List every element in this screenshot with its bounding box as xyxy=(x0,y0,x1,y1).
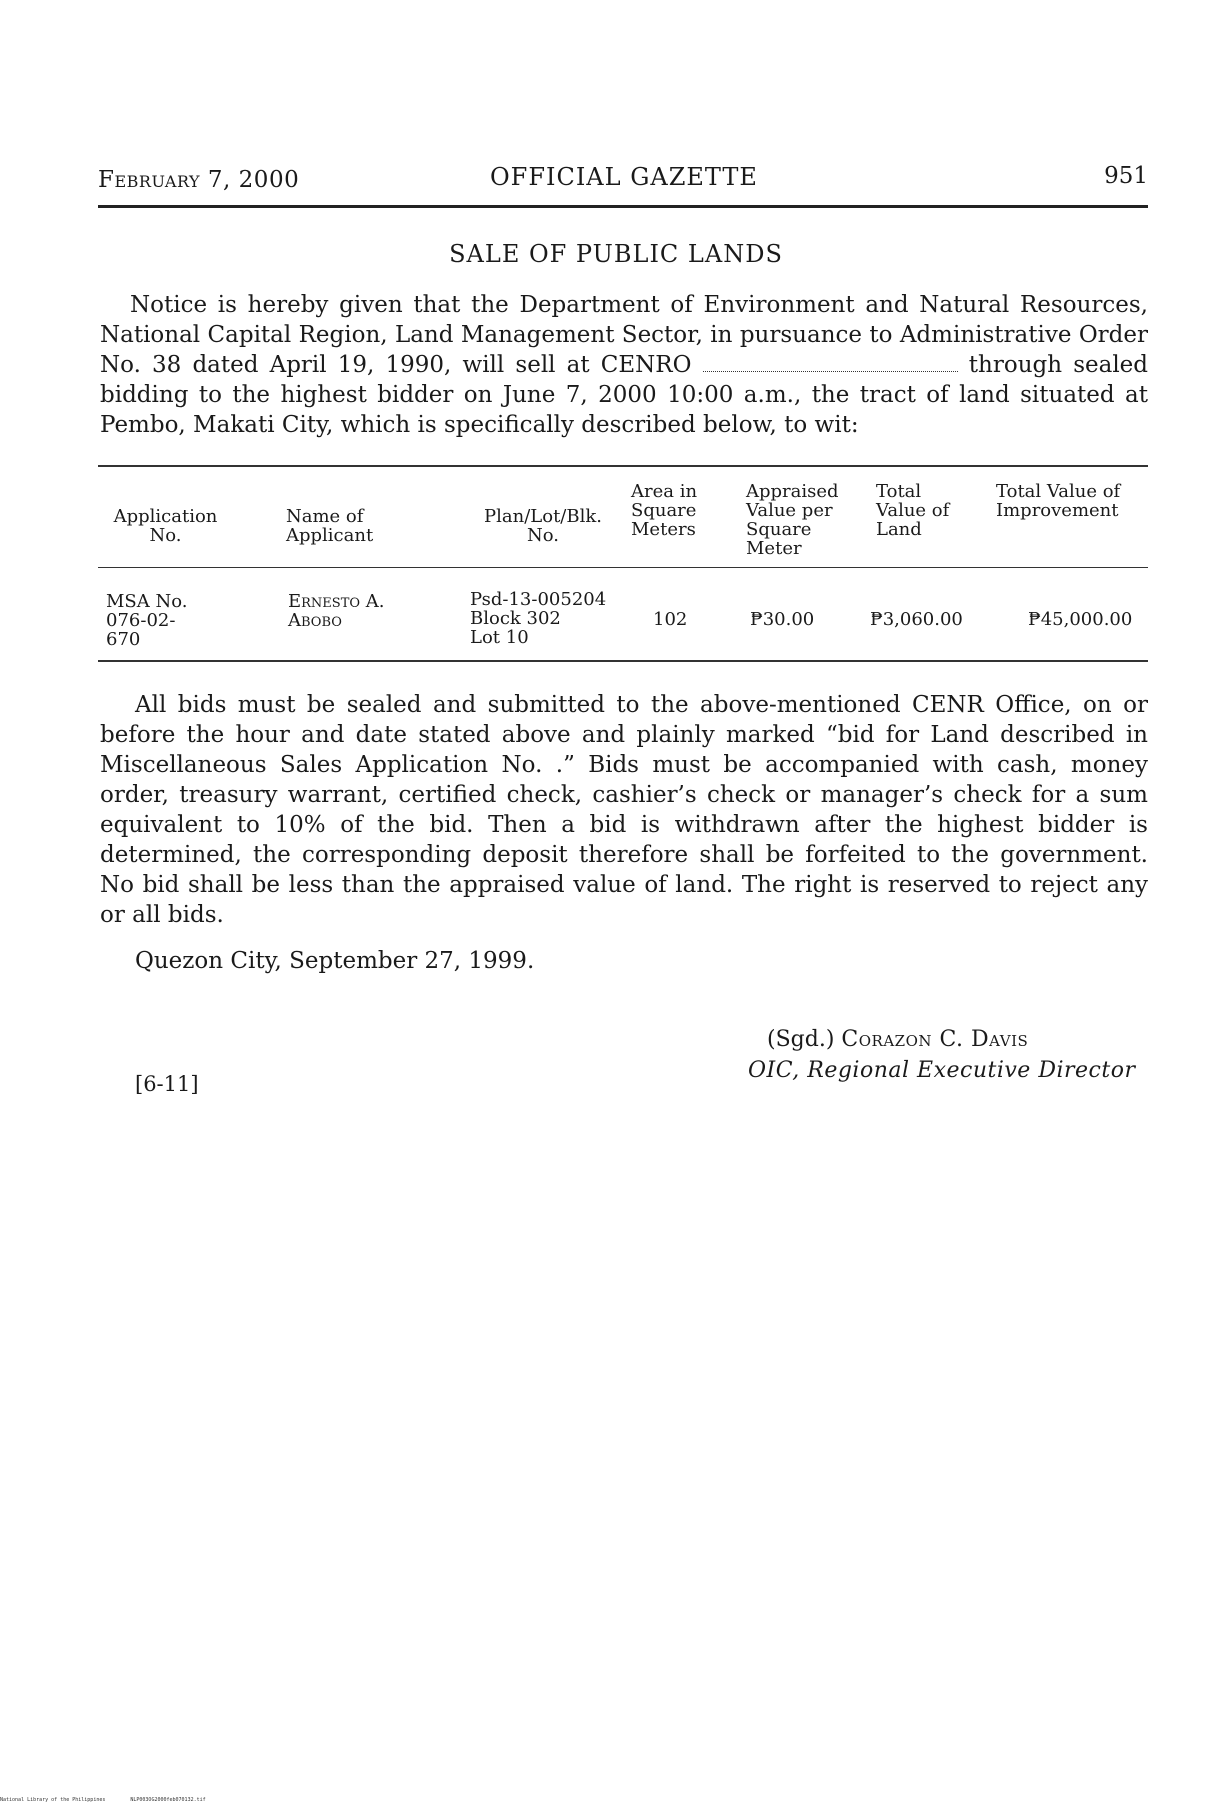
notice-title: SALE OF PUBLIC LANDS xyxy=(449,240,783,268)
scan-footer xyxy=(0,1797,228,1803)
cell-total-improvement: ₱45,000.00 xyxy=(1028,609,1133,630)
blank-line xyxy=(703,355,958,372)
applicant-line2: Abobo xyxy=(288,610,342,631)
cell-applicant xyxy=(288,592,438,630)
signature-prefix: (Sgd.) xyxy=(767,1027,835,1052)
page-header xyxy=(98,163,1148,195)
plan-line2: Block 302 xyxy=(470,608,561,629)
table-rule-bottom xyxy=(98,660,1148,662)
header-total-land: Total Value of Land xyxy=(876,481,950,540)
applicant-line1: Ernesto A. xyxy=(288,591,385,612)
issue-date: February 7, 2000 xyxy=(98,167,300,193)
cell-plan xyxy=(470,590,640,647)
plan-line3: Lot 10 xyxy=(470,627,529,648)
header-appraised: Appraised Value per Square Meter xyxy=(746,481,839,559)
reference-number: [6-11] xyxy=(135,1072,199,1096)
cell-total-land: ₱3,060.00 xyxy=(870,609,963,630)
notice-text-part1: Notice is hereby given that the Department of Environment and Natural Resources, National Capital Region, Land Management Sector, in pursuance to Administrative Order No. 38 dated April 19, 1990, will sell at CENRO xyxy=(100,292,1148,378)
notice-text-part2: through sealed bidding to the highest bidder on June 7, 2000 10:00 a.m., the tract of land situated at Pembo, Makati City, which is specifically described below, to wit: xyxy=(100,352,1149,438)
header-total-improvement: Total Value of Improvement xyxy=(996,481,1121,521)
signatory-title: OIC, Regional Executive Director xyxy=(748,1058,1136,1083)
publication-title: OFFICIAL GAZETTE xyxy=(490,163,758,191)
bid-conditions-paragraph xyxy=(100,690,1148,930)
table-row xyxy=(98,568,1148,660)
bid-conditions-text: All bids must be sealed and submitted to the above-mentioned CENR Office, on or before the hour and date stated above and plainly marked “bid for Land described in Miscellaneous Sales Application No. .” Bids must be accompanied with cash, money order, treasury warrant, certified check, cashier’s check or manager’s check for a sum equivalent to 10% of the bid. Then a bid is withdrawn after the highest bidder is determined, the corresponding deposit therefore shall be forfeited to the government. No bid shall be less than the appraised value of land. The right is reserved to reject any or all bids. xyxy=(100,692,1148,928)
table-header xyxy=(98,467,1148,567)
application-no-line1: MSA No. xyxy=(106,591,188,612)
cell-application-no xyxy=(106,592,206,649)
page-number: 951 xyxy=(1104,163,1148,189)
cell-appraised: ₱30.00 xyxy=(750,609,815,630)
signatory-name: Corazon C. Davis xyxy=(841,1027,1029,1052)
header-rule xyxy=(98,205,1148,208)
signature-line xyxy=(767,1027,1028,1052)
header-application-no: Application No. xyxy=(113,506,218,546)
header-area: Area in Square Meters xyxy=(631,481,698,540)
land-table xyxy=(98,465,1148,662)
footer-library: National Library of the Philippines xyxy=(0,1797,106,1803)
plan-line1: Psd-13-005204 xyxy=(470,589,607,610)
footer-file: NLP003OG2000feb070132.tif xyxy=(130,1797,206,1803)
place-and-date: Quezon City, September 27, 1999. xyxy=(135,948,535,974)
header-applicant: Name of Applicant xyxy=(286,506,374,546)
application-no-line3: 670 xyxy=(106,629,141,650)
application-no-line2: 076-02- xyxy=(106,610,176,631)
header-plan: Plan/Lot/Blk. No. xyxy=(484,506,602,546)
notice-paragraph xyxy=(100,290,1148,440)
cell-area: 102 xyxy=(653,609,688,630)
